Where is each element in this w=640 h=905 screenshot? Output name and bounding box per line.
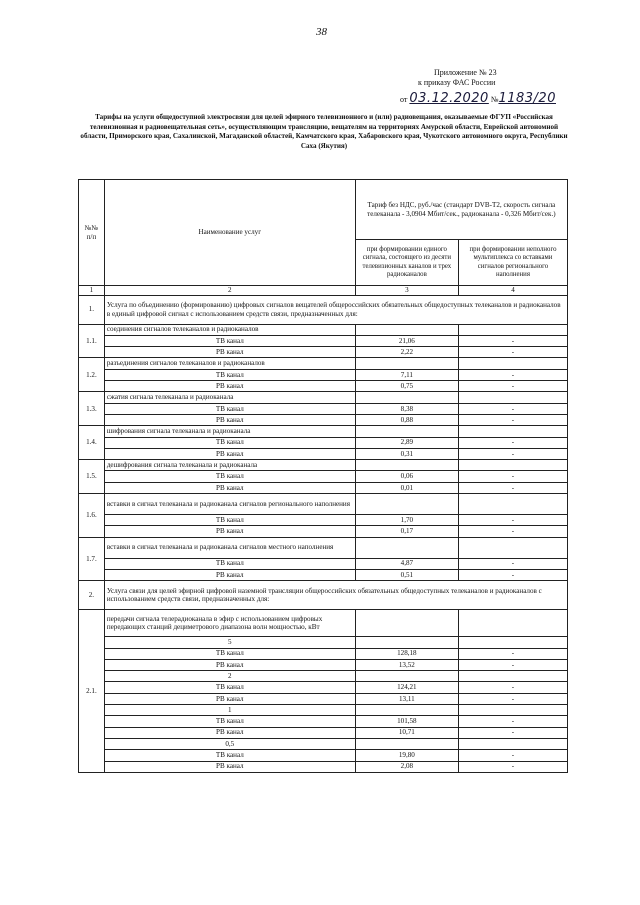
power-row <box>79 738 568 749</box>
rv-channel-label: РВ канал <box>104 693 355 704</box>
tv-channel-label: ТВ канал <box>104 682 355 693</box>
empty-cell <box>355 610 458 637</box>
service-item-row <box>79 324 568 335</box>
tariff-value: - <box>458 716 567 727</box>
power-value: 5 <box>104 637 355 648</box>
empty-cell <box>458 392 567 403</box>
column-numbers-row <box>79 286 568 296</box>
tv-channel-label: ТВ канал <box>104 648 355 659</box>
tariff-value: - <box>458 659 567 670</box>
empty-cell <box>458 671 567 682</box>
empty-cell <box>458 358 567 369</box>
empty-cell <box>458 537 567 558</box>
power-value: 2 <box>104 671 355 682</box>
tariff-value: 7,11 <box>355 369 458 380</box>
tariff-value: 2,89 <box>355 437 458 448</box>
item-label: передачи сигнала телерадиоканала в эфир с использованием цифровых передающих станций дециметрового диапазона волн мощностью, кВт <box>104 610 355 637</box>
tariff-value: - <box>458 558 567 569</box>
col-number: 2 <box>104 286 355 296</box>
col-number: 3 <box>355 286 458 296</box>
rv-channel-label: РВ канал <box>104 414 355 425</box>
col-number: 4 <box>458 286 567 296</box>
tariff-value: - <box>458 515 567 526</box>
service-item-row <box>79 392 568 403</box>
tariff-value: 13,52 <box>355 659 458 670</box>
empty-cell <box>458 426 567 437</box>
order-from-label: от <box>400 95 408 104</box>
tv-channel-label: ТВ канал <box>104 558 355 569</box>
tv-channel-label: ТВ канал <box>104 437 355 448</box>
tariff-value: 0,17 <box>355 526 458 537</box>
rv-channel-row <box>79 659 568 670</box>
tariff-value: 1,70 <box>355 515 458 526</box>
item-label: вставки в сигнал телеканала и радиоканала сигналов местного наполнения <box>104 537 355 558</box>
tariff-value: - <box>458 526 567 537</box>
empty-cell <box>355 705 458 716</box>
item-number: 1.6. <box>79 494 105 538</box>
power-value: 1 <box>104 705 355 716</box>
tv-channel-label: ТВ канал <box>104 515 355 526</box>
col-number: 1 <box>79 286 105 296</box>
power-row <box>79 705 568 716</box>
empty-cell <box>458 738 567 749</box>
rv-channel-row <box>79 448 568 459</box>
service-item-row <box>79 358 568 369</box>
rv-channel-label: РВ канал <box>104 569 355 580</box>
rv-channel-label: РВ канал <box>104 761 355 772</box>
service-item-row <box>79 426 568 437</box>
service-item-row <box>79 494 568 515</box>
item-label: дешифрования сигнала телеканала и радиоканала <box>104 460 355 471</box>
header-service-name: Наименование услуг <box>104 180 355 286</box>
tv-channel-label: ТВ канал <box>104 369 355 380</box>
tv-channel-label: ТВ канал <box>104 716 355 727</box>
table-header-row <box>79 180 568 240</box>
rv-channel-row <box>79 693 568 704</box>
item-label: соединения сигналов телеканалов и радиоканалов <box>104 324 355 335</box>
empty-cell <box>458 494 567 515</box>
tariff-value: 2,08 <box>355 761 458 772</box>
power-row <box>79 671 568 682</box>
header-num: №№ п/п <box>79 180 105 286</box>
tariff-value: - <box>458 727 567 738</box>
service-item-row <box>79 537 568 558</box>
item-label: вставки в сигнал телеканала и радиоканала сигналов регионального наполнения <box>104 494 355 515</box>
section-text: Услуга связи для целей эфирной цифровой наземной трансляции общероссийских обязательных общедоступных телеканалов и радиоканалов с использованием средств связи, предназначенных для: <box>104 581 567 610</box>
tv-channel-row <box>79 471 568 482</box>
item-number: 1.1. <box>79 324 105 358</box>
tariff-value: - <box>458 437 567 448</box>
rv-channel-row <box>79 381 568 392</box>
tariff-value: 0,88 <box>355 414 458 425</box>
tariff-value: 21,06 <box>355 335 458 346</box>
tv-channel-label: ТВ канал <box>104 471 355 482</box>
tariff-value: 4,87 <box>355 558 458 569</box>
tariff-value: - <box>458 750 567 761</box>
header-tariff: Тариф без НДС, руб./час (стандарт DVB-T2, скорость сигнала телеканала - 3,0904 Мбит/сек., радиоканала - 0,326 Мбит/сек.) <box>355 180 567 240</box>
empty-cell <box>458 324 567 335</box>
tariff-value: - <box>458 403 567 414</box>
empty-cell <box>355 392 458 403</box>
section-number: 1. <box>79 295 105 324</box>
tv-channel-label: ТВ канал <box>104 750 355 761</box>
empty-cell <box>355 358 458 369</box>
rv-channel-row <box>79 526 568 537</box>
tv-channel-row <box>79 403 568 414</box>
rv-channel-label: РВ канал <box>104 659 355 670</box>
rv-channel-row <box>79 482 568 493</box>
order-date-line <box>400 91 570 106</box>
item-label: шифрования сигнала телеканала и радиоканала <box>104 426 355 437</box>
empty-cell <box>355 537 458 558</box>
tariff-value: - <box>458 471 567 482</box>
tv-channel-row <box>79 515 568 526</box>
tariff-value: - <box>458 448 567 459</box>
rv-channel-row <box>79 727 568 738</box>
tv-channel-row <box>79 437 568 448</box>
empty-cell <box>458 460 567 471</box>
tv-channel-row <box>79 648 568 659</box>
tariff-value: 0,01 <box>355 482 458 493</box>
empty-cell <box>355 324 458 335</box>
tariff-value: 8,38 <box>355 403 458 414</box>
empty-cell <box>355 426 458 437</box>
tariff-value: 10,71 <box>355 727 458 738</box>
empty-cell <box>355 671 458 682</box>
tv-channel-row <box>79 335 568 346</box>
power-row <box>79 637 568 648</box>
power-value: 0,5 <box>104 738 355 749</box>
tariff-value: - <box>458 693 567 704</box>
tariff-value: - <box>458 414 567 425</box>
rv-channel-label: РВ канал <box>104 526 355 537</box>
section-text: Услуга по объединению (формированию) цифровых сигналов вещателей общероссийских обязательных общедоступных телеканалов и радиоканалов в единый цифровой сигнал с использованием средств связи, предназначенных для: <box>104 295 567 324</box>
tariff-value: 0,51 <box>355 569 458 580</box>
item-number: 2.1. <box>79 610 105 773</box>
document-title: Тарифы на услуги общедоступной электросвязи для целей эфирного телевизионного и (или) радиовещания, оказываемые ФГУП «Российская телевизионная и радиовещательная сеть», осуществляющим трансляцию, вещателям на территориях Амурской области, Еврейской автономной области, Приморского края, Сахалинской, Магаданской областей, Камчатского края, Хабаровского края, Чукотского автономного округа, Республики Саха (Якутия) <box>80 113 568 150</box>
tariff-value: 0,06 <box>355 471 458 482</box>
empty-cell <box>458 610 567 637</box>
tariff-value: 19,80 <box>355 750 458 761</box>
rv-channel-row <box>79 569 568 580</box>
item-number: 1.7. <box>79 537 105 581</box>
rv-channel-label: РВ канал <box>104 381 355 392</box>
rv-channel-label: РВ канал <box>104 347 355 358</box>
item-label: разъединения сигналов телеканалов и радиоканалов <box>104 358 355 369</box>
tariff-value: 128,18 <box>355 648 458 659</box>
empty-cell <box>458 637 567 648</box>
empty-cell <box>355 738 458 749</box>
appendix-order-ref: к приказу ФАС России <box>418 78 496 87</box>
service-item-row <box>79 610 568 637</box>
tariff-value: - <box>458 369 567 380</box>
empty-cell <box>355 637 458 648</box>
tv-channel-label: ТВ канал <box>104 335 355 346</box>
tariff-value: - <box>458 761 567 772</box>
order-number: 1183/20 <box>498 91 556 106</box>
tv-channel-row <box>79 558 568 569</box>
header-sub-single-signal: при формировании единого сигнала, состоящего из десяти телевизионных каналов и трех радиоканалов <box>355 240 458 286</box>
rv-channel-label: РВ канал <box>104 482 355 493</box>
tariff-value: - <box>458 381 567 392</box>
tariff-value: 2,22 <box>355 347 458 358</box>
tv-channel-label: ТВ канал <box>104 403 355 414</box>
tariff-table <box>78 179 568 773</box>
item-number: 1.2. <box>79 358 105 392</box>
empty-cell <box>355 494 458 515</box>
tariff-value: - <box>458 682 567 693</box>
item-label: сжатия сигнала телеканала и радиоканала <box>104 392 355 403</box>
page-number: 38 <box>316 26 327 38</box>
tariff-value: 124,21 <box>355 682 458 693</box>
rv-channel-row <box>79 761 568 772</box>
tariff-value: - <box>458 482 567 493</box>
item-number: 1.5. <box>79 460 105 494</box>
tv-channel-row <box>79 716 568 727</box>
section-number: 2. <box>79 581 105 610</box>
section-row <box>79 295 568 324</box>
item-number: 1.3. <box>79 392 105 426</box>
appendix-title: Приложение № 23 <box>434 68 497 77</box>
rv-channel-label: РВ канал <box>104 448 355 459</box>
tariff-value: - <box>458 569 567 580</box>
appendix-header <box>418 68 568 88</box>
tariff-value: - <box>458 335 567 346</box>
tv-channel-row <box>79 682 568 693</box>
order-number-label: № <box>490 95 499 104</box>
rv-channel-label: РВ канал <box>104 727 355 738</box>
order-date: 03.12.2020 <box>409 91 489 106</box>
tariff-value: - <box>458 347 567 358</box>
tariff-value: - <box>458 648 567 659</box>
empty-cell <box>355 460 458 471</box>
header-sub-partial-multiplex: при формировании неполного мультиплекса со вставками сигналов регионального наполнения <box>458 240 567 286</box>
item-number: 1.4. <box>79 426 105 460</box>
tariff-value: 101,58 <box>355 716 458 727</box>
tariff-value: 0,31 <box>355 448 458 459</box>
tv-channel-row <box>79 369 568 380</box>
tariff-value: 13,11 <box>355 693 458 704</box>
rv-channel-row <box>79 347 568 358</box>
rv-channel-row <box>79 414 568 425</box>
service-item-row <box>79 460 568 471</box>
tv-channel-row <box>79 750 568 761</box>
empty-cell <box>458 705 567 716</box>
tariff-value: 0,75 <box>355 381 458 392</box>
section-row <box>79 581 568 610</box>
